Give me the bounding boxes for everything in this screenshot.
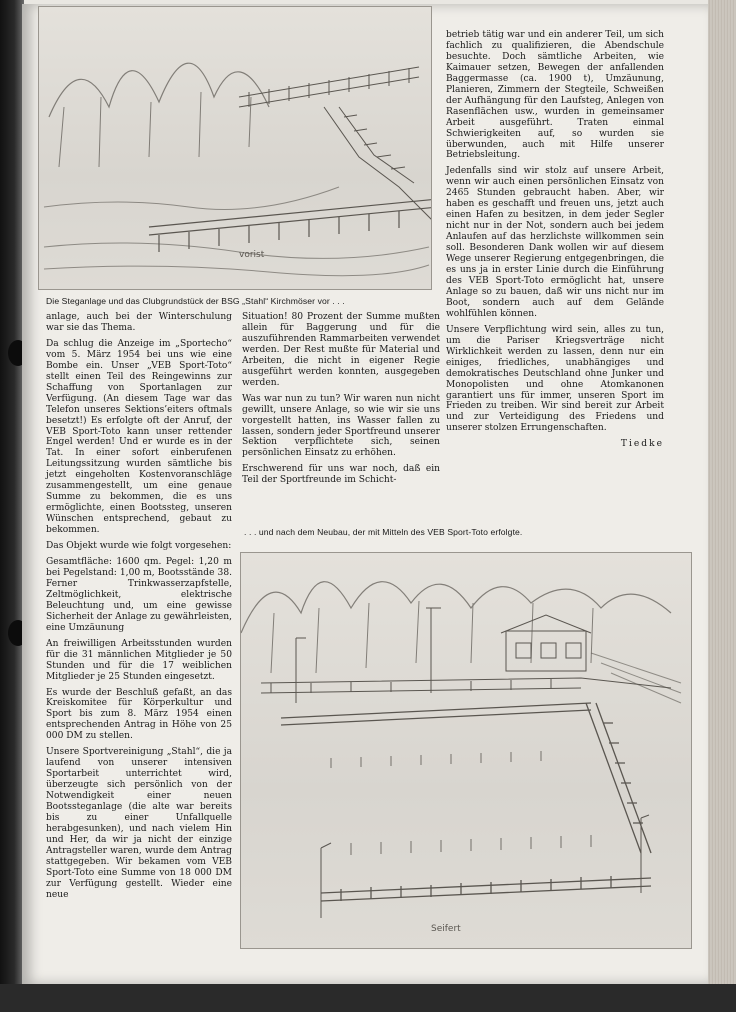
left-paragraph-7: Unsere Sportvereinigung „Stahl“, die ja laufend von unserer intensiven Sportarbeit unterrichtet wird, überzeugte sich persönlich von der Notwendigkeit einer neuen Bootssteganlage (die alte war bereits bis zu einer Unfallquelle herabgesunken), und nach vielem Hin und Her, da wir ja nicht der einzige Antragsteller waren, wurde dem Antrag stattgegeben. Wir bekamen vom VEB Sport-Toto eine Summe von 18 000 DM zur Verfügung gestellt. Wieder eine neue (46, 747, 232, 900)
right-paragraph-3: Unsere Verpflichtung wird sein, alles zu tun, um die Pariser Kriegsverträge nicht Wirklichkeit werden zu lassen, denn nur ein einiges, friedliches, unabhängiges und demokratisches Deutschland ohne Junker und Monopolisten und ohne Atomkanonen garantiert uns für immer, unseren Sport im Frieden zu treiben. Wir sind bereit zur Arbeit und zur Verteidigung des Friedens und unserer stolzen Errungenschaften. (446, 324, 664, 434)
caption-top: Die Steganlage und das Clubgrundstück der BSG „Stahl“ Kirchmöser vor . . . (46, 296, 345, 306)
middle-column (242, 312, 440, 491)
left-paragraph-6: Es wurde der Beschluß gefaßt, an das Kreiskomitee für Körperkultur und Sport bis zum 8. März 1954 einen entsprechenden Antrag in Höhe von 25 000 DM zu stellen. (46, 687, 232, 742)
mooring-posts (331, 751, 591, 855)
left-column (46, 312, 232, 906)
middle-paragraph-1: Situation! 80 Prozent der Summe mußten allein für Baggerung und für die auszuführenden Rammarbeiten verwendet werden. Der Rest mußte für Material und Arbeiten, die nicht in eigener Regie ausgeführt werden konnten, ausgegeben werden. (242, 312, 440, 388)
sketch-after-drawing (241, 553, 691, 948)
author-line (446, 439, 664, 450)
middle-paragraph-3: Erschwerend für uns war noch, daß ein Teil der Sportfreunde im Schicht- (242, 464, 440, 486)
trees-skyline (241, 582, 671, 673)
left-paragraph-2: Da schlug die Anzeige im „Sportecho“ vom 5. März 1954 bei uns wie eine Bombe ein. Unser „VEB Sport-Toto“ stellt einen Teil des Reingewinns zur Schaffung von Sportanlagen zur Verfügung. (An diesem Tage war das Telefon unseres Sektions’eiters oftmals besetzt!) Es erfolgte oft der Anruf, der VEB Sport-Toto kann unser rettender Engel werden! Und er wurde es in der Tat. In einer sofort einberufenen Leitungssitzung wurden sämtliche bis jetzt eingeholten Kostenvoranschläge zusammengestellt, um eine genaue Summe zu bekommen, die es uns ermöglichte, einen Bootssteg, unseren Wünschen entsprechend, gebaut zu bekommen. (46, 338, 232, 536)
right-paragraph-2: Jedenfalls sind wir stolz auf unsere Arbeit, wenn wir auch einen persönlichen Einsatz von 2465 Stunden gebraucht haben. Aber, wir haben es geschafft und freuen uns, jetzt auch einen Hafen zu besitzen, in dem jeder Segler nicht nur in der Not, sondern auch bei jedem Anlaufen auf das herzlichste willkommen sein soll. Besonderen Dank wollen wir auf diesem Wege unserer Regierung entgegenbringen, die es uns ja in erster Linie durch die Einführung des VEB Sport-Toto ermöglicht hat, unsere Anlage so zu bauen, daß wir uns nicht nur im Boot, sondern auch auf dem Gelände wohlfühlen können. (446, 166, 664, 319)
right-column (446, 30, 664, 450)
sketch-after-signature: Seifert (431, 924, 461, 934)
author-name: Tiedke (620, 439, 664, 450)
trees-background (49, 63, 269, 167)
book-binding (0, 0, 24, 1012)
middle-paragraph-2: Was war nun zu tun? Wir waren nun nicht gewillt, unsere Anlage, so wie wir sie uns vorgestellt hatten, ins Wasser fallen zu lassen, sondern jeder Sportfreund unserer Sektion verpflichtete sich, seinen persönlichen Einsatz zu erhöhen. (242, 393, 440, 459)
sketch-before (38, 6, 432, 290)
shore-right (591, 653, 681, 703)
page-stack-edge (708, 0, 736, 1012)
caption-bottom: . . . und nach dem Neubau, der mit Mitteln des VEB Sport-Toto erfolgte. (244, 527, 523, 537)
left-paragraph-4: Gesamtfläche: 1600 qm. Pegel: 1,20 m bei Pegelstand: 1,00 m, Bootsstände 38. Ferner Trinkwasserzapfstelle, Zeltmöglichkeit, elektrische Beleuchtung und, um eine gewisse Sicherheit der Anlage zu gewährleisten, eine Umzäunung (46, 557, 232, 633)
left-paragraph-3: Das Objekt wurde wie folgt vorgesehen: (46, 541, 232, 552)
upper-fence (261, 678, 671, 693)
clubhouse (501, 615, 591, 671)
left-paragraph-5: An freiwilligen Arbeitsstunden wurden für die 31 männlichen Mitglieder je 50 Stunden und für die 17 weiblichen Mitglieder je 25 Stunden eingesetzt. (46, 638, 232, 682)
new-jetty (281, 703, 651, 901)
sketch-before-drawing (39, 7, 431, 289)
scan-bottom-edge (0, 984, 736, 1012)
sketch-after (240, 552, 692, 949)
left-paragraph-1: anlage, auch bei der Winterschulung war sie das Thema. (46, 312, 232, 333)
old-jetty (149, 197, 431, 252)
shore-scribble (44, 187, 429, 276)
right-paragraph-1: betrieb tätig war und ein anderer Teil, um sich fachlich zu qualifizieren, die Abendschule besuchte. Doch sämtliche Arbeiten, wie Kaimauer setzen, Bewegen der anfallenden Baggermasse (ca. 1900 t), Umzäunung, Planieren, Zimmern der Stegteile, Schweißen der Aufhängung für den Laufsteg, Anlegen von Rasenflächen usw., wurden in gemeinsamer Arbeit ausgeführt. Traten einmal Schwierigkeiten auf, so wurden sie überwunden, auch mit Hilfe unserer Betriebsleitung. (446, 30, 664, 161)
sketch-before-signature: vorist (239, 250, 265, 260)
